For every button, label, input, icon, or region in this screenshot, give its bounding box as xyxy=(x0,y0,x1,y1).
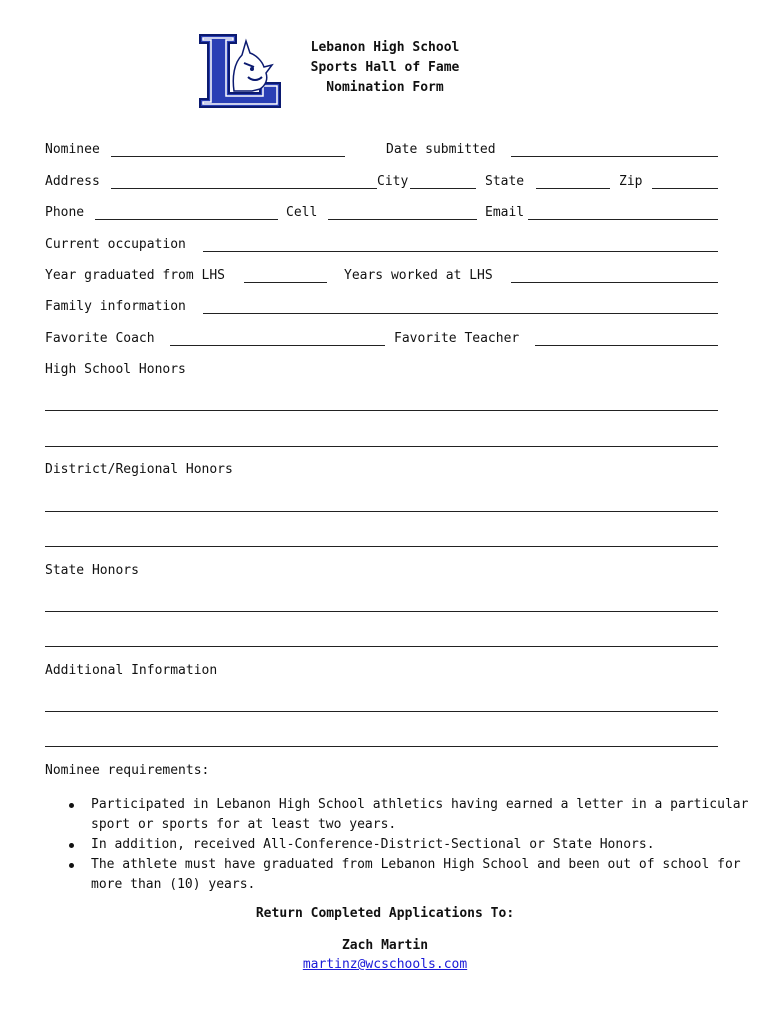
row-address xyxy=(45,174,718,190)
cell-label: Cell xyxy=(286,205,318,220)
district-honors-line-1[interactable] xyxy=(45,511,718,512)
high-school-honors-line-2[interactable] xyxy=(45,446,718,447)
city-label: City xyxy=(377,174,409,189)
return-heading: Return Completed Applications To: xyxy=(255,906,515,921)
nominee-field[interactable] xyxy=(111,142,345,157)
district-honors-line-2[interactable] xyxy=(45,546,718,547)
zip-field[interactable] xyxy=(652,174,718,189)
date-submitted-label: Date submitted xyxy=(386,142,496,157)
phone-label: Phone xyxy=(45,205,85,220)
years-worked-field[interactable] xyxy=(511,268,718,283)
title-school: Lebanon High School xyxy=(310,40,460,55)
row-nominee xyxy=(45,142,718,158)
contact-email-wrap xyxy=(0,957,770,972)
title-form: Nomination Form xyxy=(326,80,444,95)
favorite-coach-label: Favorite Coach xyxy=(45,331,155,346)
email-field[interactable] xyxy=(528,205,718,220)
row-years xyxy=(45,268,718,284)
requirement-item: In addition, received All-Conference-District-Sectional or State Honors. xyxy=(91,835,770,855)
year-graduated-field[interactable] xyxy=(244,268,327,283)
state-honors-label: State Honors xyxy=(45,563,139,578)
row-occupation xyxy=(45,237,718,253)
year-graduated-label: Year graduated from LHS xyxy=(45,268,226,283)
additional-info-line-1[interactable] xyxy=(45,711,718,712)
state-label: State xyxy=(485,174,525,189)
additional-info-label: Additional Information xyxy=(45,663,218,678)
city-field[interactable] xyxy=(410,174,476,189)
high-school-honors-label: High School Honors xyxy=(45,362,186,377)
additional-info-line-2[interactable] xyxy=(45,746,718,747)
form-title xyxy=(280,38,490,98)
contact-name: Zach Martin xyxy=(341,938,429,953)
family-label: Family information xyxy=(45,299,186,314)
requirements-heading: Nominee requirements: xyxy=(45,763,210,778)
favorite-teacher-field[interactable] xyxy=(535,331,718,346)
contact-email-link[interactable]: martinz@wcschools.com xyxy=(302,957,468,972)
favorite-teacher-label: Favorite Teacher xyxy=(394,331,520,346)
email-label: Email xyxy=(485,205,525,220)
family-field[interactable] xyxy=(203,299,718,314)
requirement-item: The athlete must have graduated from Lebanon High School and been out of school for more than (10) years. xyxy=(91,855,770,895)
occupation-label: Current occupation xyxy=(45,237,186,252)
school-logo-icon xyxy=(198,33,282,109)
nominee-label: Nominee xyxy=(45,142,100,157)
state-field[interactable] xyxy=(536,174,610,189)
years-worked-label: Years worked at LHS xyxy=(344,268,493,283)
favorite-coach-field[interactable] xyxy=(170,331,385,346)
state-honors-line-1[interactable] xyxy=(45,611,718,612)
row-phone xyxy=(45,205,718,221)
occupation-field[interactable] xyxy=(203,237,718,252)
phone-field[interactable] xyxy=(95,205,278,220)
high-school-honors-line-1[interactable] xyxy=(45,410,718,411)
requirements-list xyxy=(45,795,770,895)
address-field[interactable] xyxy=(111,174,377,189)
state-honors-line-2[interactable] xyxy=(45,646,718,647)
row-family xyxy=(45,299,718,315)
zip-label: Zip xyxy=(619,174,643,189)
date-submitted-field[interactable] xyxy=(511,142,718,157)
title-hall-of-fame: Sports Hall of Fame xyxy=(310,60,460,75)
row-favorites xyxy=(45,331,718,347)
address-label: Address xyxy=(45,174,100,189)
requirement-item: Participated in Lebanon High School athletics having earned a letter in a particular sport or sports for at least two years. xyxy=(91,795,770,835)
district-honors-label: District/Regional Honors xyxy=(45,462,233,477)
cell-field[interactable] xyxy=(328,205,477,220)
